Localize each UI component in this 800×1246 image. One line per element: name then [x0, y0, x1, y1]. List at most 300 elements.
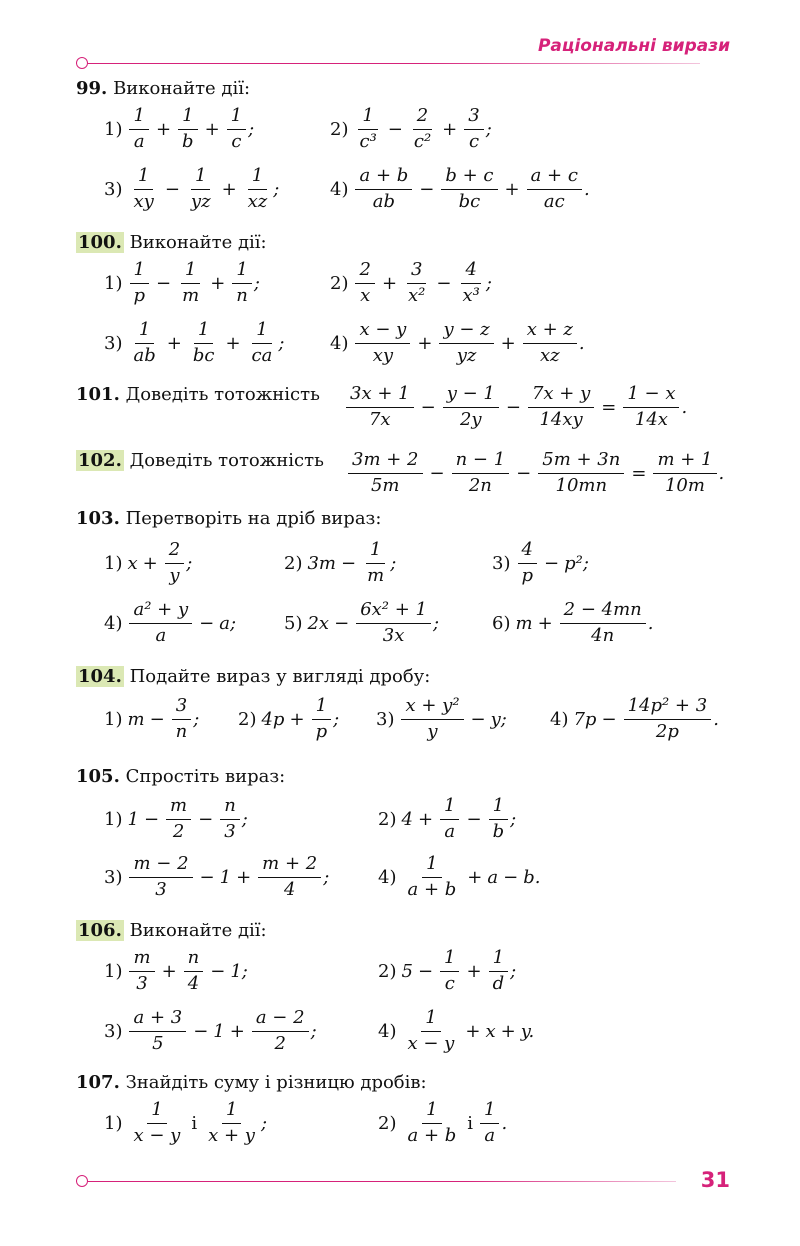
numerator: 14p² + 3	[624, 696, 712, 720]
item-label: 1)	[104, 808, 123, 830]
denominator: xz	[247, 190, 268, 212]
fraction	[452, 450, 510, 496]
fraction	[443, 384, 499, 430]
denominator: a	[444, 820, 456, 842]
operator: +	[465, 1020, 481, 1042]
numerator: 1	[181, 260, 200, 284]
operator: +	[142, 552, 158, 574]
task-text: Виконайте дії:	[129, 920, 267, 941]
operator: +	[225, 332, 241, 354]
numerator: 1	[248, 166, 267, 190]
term: ;	[273, 178, 280, 200]
term: 1	[219, 866, 232, 888]
item-label: 1)	[104, 708, 123, 730]
numerator: 1	[194, 320, 213, 344]
term: ;	[333, 708, 340, 730]
denominator: x	[360, 284, 371, 306]
numerator: 1	[252, 320, 271, 344]
fraction	[312, 696, 332, 742]
denominator: 10m	[664, 474, 705, 496]
numerator: n	[184, 948, 204, 972]
item-label: 3)	[376, 708, 395, 730]
item-label: 4)	[550, 708, 569, 730]
numerator: n	[220, 796, 240, 820]
task-number: 100.	[78, 232, 122, 253]
operator: =	[601, 396, 617, 418]
denominator: 2p	[655, 720, 679, 742]
numerator: 1	[135, 320, 154, 344]
fraction	[489, 796, 509, 842]
item-label: 2)	[378, 1112, 397, 1134]
task-number: 101.	[76, 384, 120, 405]
task-number: 103.	[76, 508, 120, 529]
operator: −	[387, 118, 403, 140]
operator: +	[289, 708, 305, 730]
denominator: b	[492, 820, 505, 842]
operator: +	[236, 866, 252, 888]
term: x	[485, 1020, 496, 1042]
task-100	[76, 232, 267, 253]
identity-102	[346, 450, 724, 496]
item-label: 4)	[378, 866, 397, 888]
operator: +	[210, 272, 226, 294]
denominator: 2n	[468, 474, 492, 496]
denominator: xy	[133, 190, 154, 212]
expression-103-2	[284, 540, 396, 586]
expression-104-2	[238, 696, 339, 742]
task-104	[76, 666, 430, 687]
fraction	[129, 1100, 184, 1146]
operator: −	[503, 866, 519, 888]
task-number: 99.	[76, 78, 108, 99]
operator: +	[417, 332, 433, 354]
term: ;	[278, 332, 285, 354]
denominator: 2y	[459, 408, 482, 430]
term: ;	[323, 866, 330, 888]
denominator: 4	[187, 972, 200, 994]
operator: −	[341, 552, 357, 574]
item-label: 3)	[104, 178, 123, 200]
expression-100-1	[104, 260, 260, 306]
task-number: 107.	[76, 1072, 120, 1093]
denominator: 3	[155, 878, 167, 900]
denominator: c	[468, 130, 480, 152]
denominator: 2	[172, 820, 185, 842]
term: ;	[510, 960, 517, 982]
fraction	[440, 948, 459, 994]
numerator: b + c	[441, 166, 497, 190]
expression-99-2	[330, 106, 492, 152]
task-text: Доведіть тотожність	[125, 384, 320, 405]
fraction	[129, 1008, 186, 1054]
numerator: 1	[227, 106, 246, 130]
denominator: x³	[462, 284, 480, 306]
item-label: 2)	[284, 552, 303, 574]
numerator: 3x + 1	[346, 384, 414, 408]
item-label: 4)	[330, 332, 349, 354]
numerator: 1	[129, 106, 148, 130]
fraction	[355, 260, 374, 306]
item-label: 1)	[104, 552, 123, 574]
term: .	[718, 462, 725, 484]
expression-106-1	[104, 948, 248, 994]
fraction	[129, 854, 192, 900]
denominator: 5	[152, 1032, 164, 1054]
operator: +	[537, 612, 553, 634]
expression-103-3	[492, 540, 589, 586]
fraction	[624, 696, 712, 742]
item-label: 2)	[378, 960, 397, 982]
operator: +	[229, 1020, 245, 1042]
denominator: ab	[133, 344, 156, 366]
operator: −	[199, 612, 215, 634]
fraction	[403, 1008, 458, 1054]
expression-104-4	[550, 696, 719, 742]
item-label: 3)	[104, 332, 123, 354]
denominator: x²	[408, 284, 426, 306]
operator: +	[204, 118, 220, 140]
fraction	[204, 1100, 259, 1146]
fraction	[346, 384, 414, 430]
expression-103-5	[284, 600, 439, 646]
operator: =	[631, 462, 647, 484]
numerator: y − z	[439, 320, 493, 344]
operator: −	[436, 272, 452, 294]
term: .	[681, 396, 688, 418]
fraction	[404, 260, 429, 306]
expression-107-2	[378, 1100, 507, 1146]
term: p²;	[564, 552, 589, 574]
denominator: xz	[539, 344, 560, 366]
numerator: 1	[130, 260, 149, 284]
numerator: 1	[147, 1100, 166, 1124]
term: ;	[248, 118, 255, 140]
expression-99-4	[330, 166, 590, 212]
fraction	[653, 450, 716, 496]
numerator: 3	[407, 260, 426, 284]
numerator: 3	[464, 106, 483, 130]
denominator: y	[169, 564, 180, 586]
term: ;	[510, 808, 517, 830]
expression-100-2	[330, 260, 492, 306]
denominator: a + b	[407, 878, 457, 900]
fraction	[189, 320, 219, 366]
fraction	[363, 540, 388, 586]
task-105	[76, 766, 285, 787]
denominator: 10mn	[555, 474, 608, 496]
expression-103-1	[104, 540, 192, 586]
operator: +	[466, 960, 482, 982]
denominator: n	[175, 720, 188, 742]
operator: −	[199, 866, 215, 888]
task-text: Подайте вираз у вигляді дробу:	[129, 666, 431, 687]
numerator: 1	[440, 948, 459, 972]
term: m	[515, 612, 533, 634]
expression-99-1	[104, 106, 254, 152]
denominator: a	[133, 130, 145, 152]
item-label: 2)	[330, 272, 349, 294]
fraction	[165, 540, 184, 586]
denominator: 4n	[591, 624, 615, 646]
item-label: 2)	[238, 708, 257, 730]
page-number: 31	[700, 1168, 730, 1192]
operator: −	[334, 612, 350, 634]
task-text: Виконайте дії:	[113, 78, 251, 99]
term: ;	[260, 1112, 268, 1134]
numerator: 1	[366, 540, 385, 564]
numerator: x − y	[355, 320, 410, 344]
numerator: 4	[518, 540, 537, 564]
term: 7p	[573, 708, 597, 730]
expression-100-3	[104, 320, 284, 366]
fraction	[232, 260, 252, 306]
task-number: 102.	[78, 450, 122, 471]
term: 5	[401, 960, 413, 982]
denominator: x − y	[407, 1032, 455, 1054]
numerator: x + z	[523, 320, 577, 344]
numerator: x + y²	[401, 696, 463, 720]
fraction	[527, 166, 582, 212]
operator: +	[417, 808, 434, 830]
expression-105-3	[104, 854, 329, 900]
numerator: 1	[358, 106, 377, 130]
fraction	[480, 1100, 499, 1146]
identity-101	[344, 384, 687, 430]
denominator: c²	[413, 130, 432, 152]
numerator: a + b	[355, 166, 412, 190]
term: 2x	[307, 612, 330, 634]
numerator: y − 1	[443, 384, 499, 408]
operator: −	[193, 1020, 209, 1042]
denominator: yz	[190, 190, 211, 212]
numerator: 7x + y	[528, 384, 594, 408]
operator: +	[221, 178, 237, 200]
operator: +	[504, 178, 520, 200]
operator: і	[191, 1112, 198, 1134]
denominator: 14x	[634, 408, 668, 430]
fraction	[220, 796, 240, 842]
item-label: 6)	[492, 612, 511, 634]
fraction	[129, 106, 148, 152]
operator: −	[470, 708, 486, 730]
operator: і	[467, 1112, 474, 1134]
operator: −	[420, 396, 436, 418]
expression-105-1	[104, 796, 248, 842]
operator: +	[442, 118, 458, 140]
denominator: x − y	[133, 1124, 181, 1146]
fraction	[129, 600, 192, 646]
numerator: 1	[440, 796, 459, 820]
fraction	[623, 384, 679, 430]
term: 1;	[230, 960, 248, 982]
numerator: 6x² + 1	[356, 600, 431, 624]
denominator: n	[236, 284, 248, 306]
operator: −	[143, 808, 160, 830]
task-text: Доведіть тотожність	[129, 450, 324, 471]
fraction	[439, 320, 493, 366]
denominator: a	[155, 624, 167, 646]
item-label: 1)	[104, 960, 123, 982]
denominator: b	[182, 130, 194, 152]
denominator: yz	[456, 344, 477, 366]
fraction	[538, 450, 624, 496]
denominator: m	[182, 284, 200, 306]
numerator: 5m + 3n	[538, 450, 624, 474]
numerator: 1 − x	[623, 384, 679, 408]
numerator: 1	[489, 948, 508, 972]
fraction	[464, 106, 483, 152]
operator: −	[156, 272, 172, 294]
fraction	[528, 384, 594, 430]
term: y.	[520, 1020, 535, 1042]
term: m	[127, 708, 145, 730]
header-rule	[76, 63, 700, 64]
term: y;	[490, 708, 507, 730]
numerator: 1	[480, 1100, 499, 1124]
denominator: a + b	[407, 1124, 457, 1146]
item-label: 4)	[104, 612, 123, 634]
denominator: ab	[372, 190, 395, 212]
expression-99-3	[104, 166, 279, 212]
fraction	[184, 948, 204, 994]
task-text: Перетворіть на дріб вираз:	[125, 508, 382, 529]
numerator: 1	[191, 166, 210, 190]
term: a	[487, 866, 499, 888]
footer-rule-dot	[76, 1175, 88, 1187]
term: ;	[432, 612, 440, 634]
numerator: 1	[422, 854, 441, 878]
operator: +	[161, 960, 177, 982]
operator: −	[466, 808, 482, 830]
term: 4p	[261, 708, 285, 730]
numerator: 1	[134, 166, 153, 190]
numerator: 1	[232, 260, 251, 284]
operator: +	[166, 332, 182, 354]
fraction	[348, 450, 423, 496]
fraction	[355, 166, 412, 212]
term: .	[647, 612, 654, 634]
operator: −	[505, 396, 521, 418]
numerator: 2	[413, 106, 432, 130]
fraction	[178, 106, 198, 152]
task-102	[76, 450, 324, 471]
denominator: m	[367, 564, 385, 586]
denominator: d	[492, 972, 505, 994]
item-label: 3)	[104, 866, 123, 888]
denominator: xy	[372, 344, 394, 366]
expression-103-4	[104, 600, 236, 646]
fraction	[178, 260, 203, 306]
item-label: 3)	[104, 1020, 123, 1042]
fraction	[403, 854, 460, 900]
task-107	[76, 1072, 427, 1093]
fraction	[441, 166, 497, 212]
section-title: Раціональні вирази	[537, 36, 730, 56]
term: ;	[390, 552, 397, 574]
denominator: 7x	[368, 408, 391, 430]
operator: −	[429, 462, 445, 484]
numerator: a − 2	[252, 1008, 309, 1032]
numerator: 1	[222, 1100, 241, 1124]
fraction	[355, 106, 380, 152]
task-99	[76, 78, 250, 99]
expression-106-4	[378, 1008, 534, 1054]
denominator: ca	[251, 344, 273, 366]
term: b.	[523, 866, 541, 888]
operator: +	[500, 332, 516, 354]
numerator: m	[166, 796, 191, 820]
fraction	[355, 320, 410, 366]
numerator: 2	[355, 260, 374, 284]
term: ;	[310, 1020, 317, 1042]
numerator: a + 3	[129, 1008, 186, 1032]
numerator: 3	[172, 696, 191, 720]
denominator: c	[444, 972, 455, 994]
denominator: p	[133, 284, 146, 306]
numerator: 1	[178, 106, 197, 130]
term: ;	[485, 272, 492, 294]
denominator: p	[521, 564, 534, 586]
numerator: a + c	[527, 166, 582, 190]
expression-105-2	[378, 796, 516, 842]
expression-100-4	[330, 320, 585, 366]
fraction	[252, 1008, 309, 1054]
task-number: 106.	[78, 920, 122, 941]
fraction	[560, 600, 646, 646]
fraction	[244, 166, 272, 212]
denominator: 2	[274, 1032, 286, 1054]
denominator: ac	[543, 190, 565, 212]
fraction	[166, 796, 191, 842]
item-label: 2)	[330, 118, 349, 140]
fraction	[129, 948, 154, 994]
denominator: bc	[192, 344, 215, 366]
task-text: Спростіть вираз:	[125, 766, 286, 787]
denominator: bc	[458, 190, 481, 212]
fraction	[403, 1100, 460, 1146]
denominator: 5m	[370, 474, 400, 496]
item-label: 1)	[104, 118, 123, 140]
task-text: Знайдіть суму і різницю дробів:	[125, 1072, 427, 1093]
term: x	[127, 552, 138, 574]
fraction	[489, 948, 509, 994]
fraction	[129, 320, 159, 366]
denominator: x + y	[208, 1124, 255, 1146]
denominator: c	[231, 130, 242, 152]
term: .	[578, 332, 585, 354]
denominator: y	[427, 720, 438, 742]
term: 3m	[307, 552, 337, 574]
task-103	[76, 508, 381, 529]
term: ;	[241, 808, 248, 830]
expression-105-4	[378, 854, 540, 900]
numerator: m + 1	[653, 450, 716, 474]
term: 1	[127, 808, 139, 830]
operator: −	[149, 708, 165, 730]
expression-106-2	[378, 948, 516, 994]
denominator: p	[315, 720, 328, 742]
operator: −	[417, 960, 434, 982]
item-label: 3)	[492, 552, 511, 574]
numerator: a² + y	[129, 600, 192, 624]
item-label: 5)	[284, 612, 303, 634]
operator: +	[500, 1020, 516, 1042]
item-label: 4)	[330, 178, 349, 200]
fraction	[248, 320, 277, 366]
expression-104-1	[104, 696, 199, 742]
numerator: 1	[421, 1008, 440, 1032]
operator: −	[210, 960, 226, 982]
